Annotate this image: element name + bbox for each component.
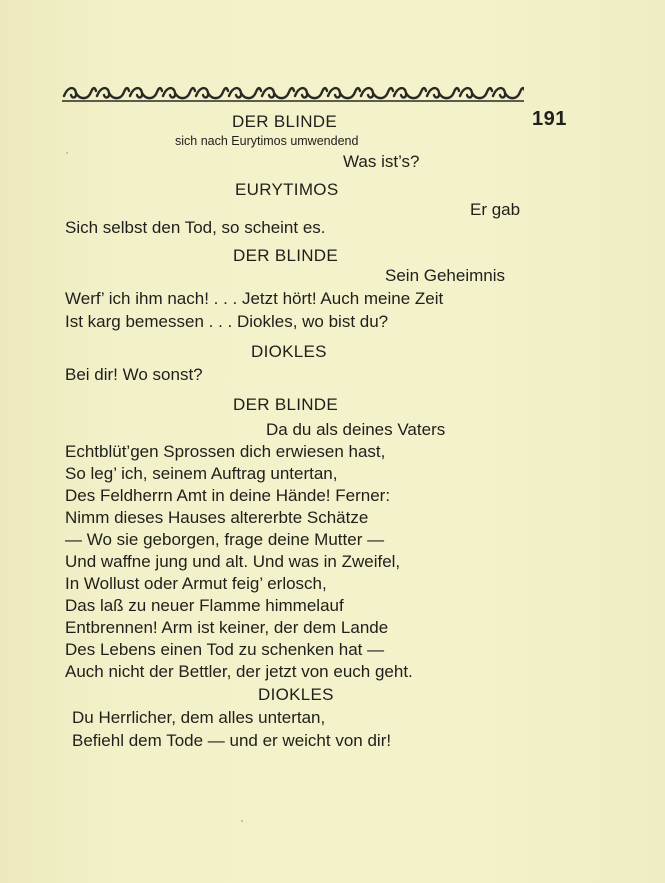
verse-line: Sich selbst den Tod, so scheint es.	[65, 218, 326, 237]
speaker-name: DIOKLES	[251, 342, 327, 361]
speaker-name: DIOKLES	[258, 685, 334, 704]
stage-direction: sich nach Eurytimos umwendend	[175, 134, 359, 148]
verse-line: Das laß zu neuer Flamme himmelauf	[65, 596, 344, 615]
verse-line: Nimm dieses Hauses altererbte Schätze	[65, 508, 369, 527]
verse-line: Entbrennen! Arm ist keiner, der dem Lande	[65, 618, 389, 637]
verse-line: Echtblüt’gen Sprossen dich erwiesen hast,	[65, 442, 386, 461]
verse-line: So leg’ ich, seinem Auftrag untertan,	[65, 464, 338, 483]
verse-line: Ist karg bemessen . . . Diokles, wo bist du?	[65, 312, 389, 331]
verse-line: Da du als deines Vaters	[266, 420, 446, 439]
ornament-border	[62, 82, 524, 104]
speaker-name: DER BLINDE	[233, 395, 339, 414]
verse-line: Und waffne jung und alt. Und was in Zweifel,	[65, 552, 401, 571]
speaker-name: EURYTIMOS	[235, 180, 339, 199]
page-number: 191	[532, 108, 567, 130]
speaker-name: DER BLINDE	[233, 246, 339, 265]
verse-line: Bei dir! Wo sonst?	[65, 365, 203, 384]
verse-line: Befiehl dem Tode — und er weicht von dir!	[72, 731, 392, 750]
paper-speck	[241, 820, 243, 822]
verse-line: Was ist’s?	[343, 152, 420, 171]
verse-line: Auch nicht der Bettler, der jetzt von euch geht.	[65, 662, 413, 681]
verse-line: Er gab	[470, 200, 521, 219]
verse-line: Des Feldherrn Amt in deine Hände! Ferner:	[65, 486, 391, 505]
verse-line: — Wo sie geborgen, frage deine Mutter —	[65, 530, 385, 549]
verse-line: Du Herrlicher, dem alles untertan,	[72, 708, 326, 727]
verse-line: In Wollust oder Armut feig’ erlosch,	[65, 574, 327, 593]
verse-line: Sein Geheimnis	[385, 266, 506, 285]
paper-speck	[66, 152, 68, 154]
speaker-name: DER BLINDE	[232, 112, 338, 131]
verse-line: Des Lebens einen Tod zu schenken hat —	[65, 640, 385, 659]
verse-line: Werf’ ich ihm nach! . . . Jetzt hört! Auch meine Zeit	[65, 289, 444, 308]
